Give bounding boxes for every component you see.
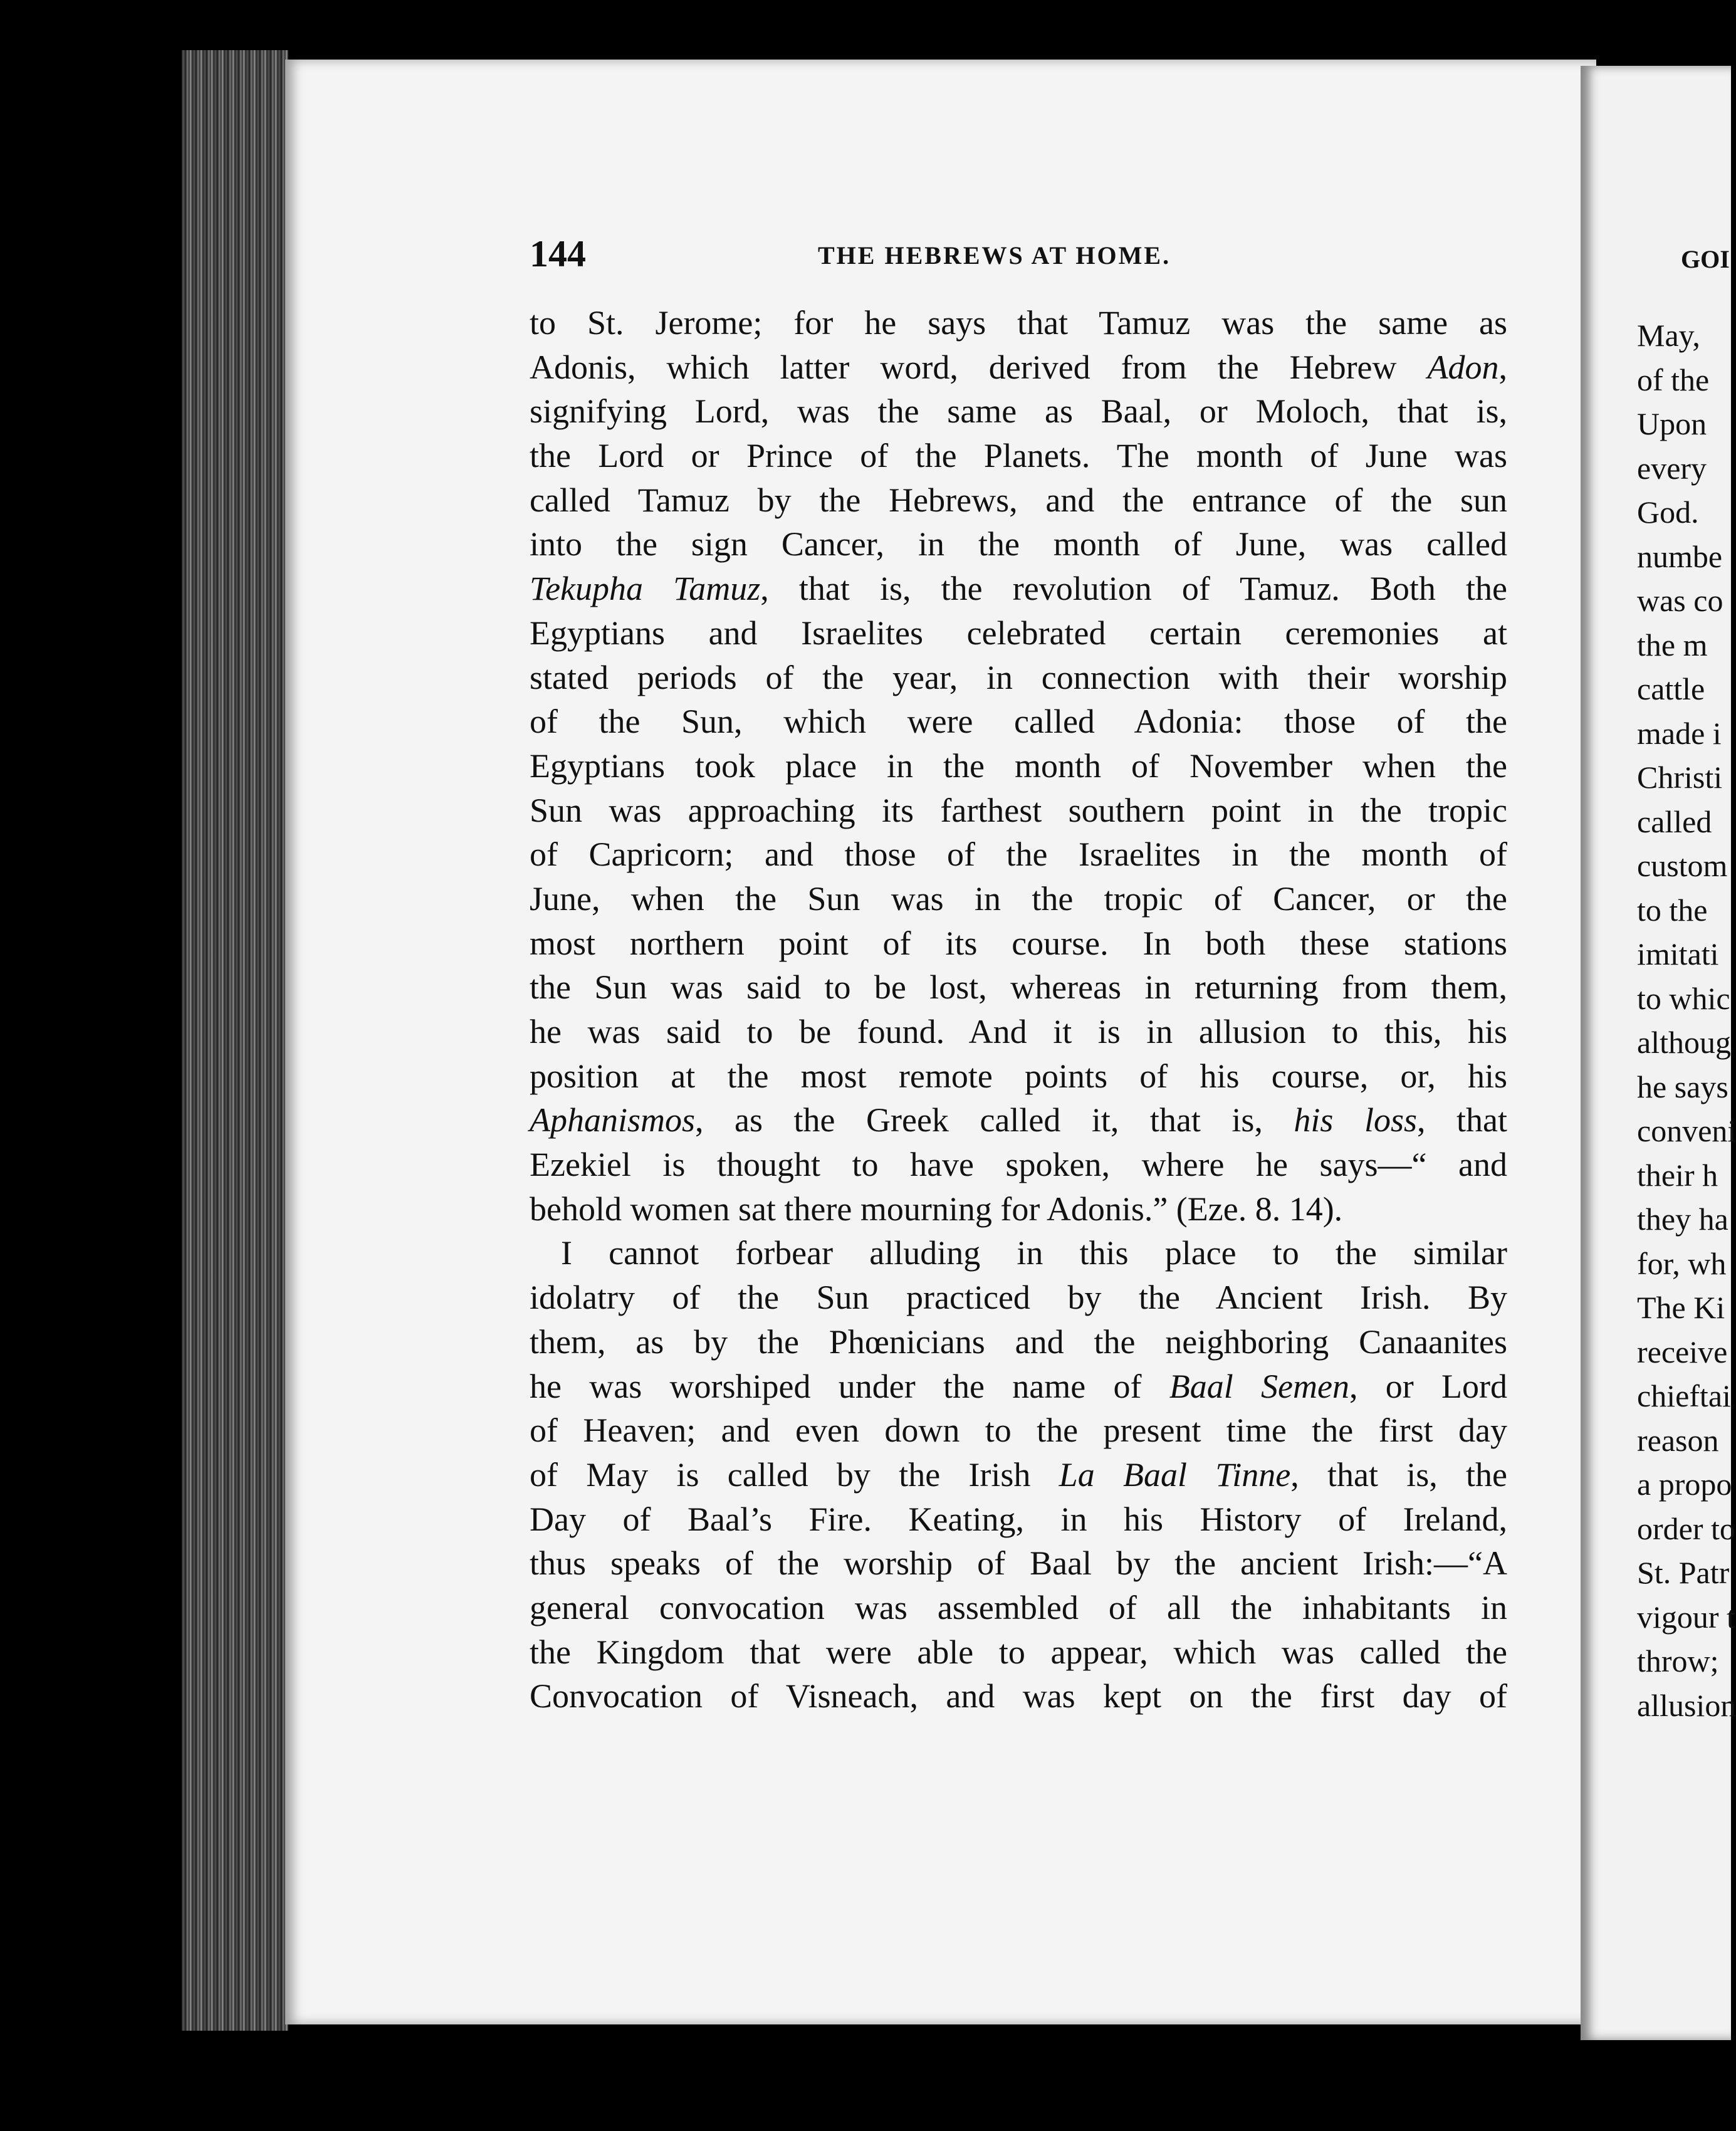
- text-run: general convocation was assembled of all the inhabitants in: [530, 1588, 1507, 1626]
- right-page-text-fragment: [1637, 313, 1736, 1727]
- text-line: [530, 434, 1507, 478]
- text-run: , that: [1417, 1101, 1507, 1139]
- italic-text: La Baal Tinne: [1059, 1455, 1291, 1494]
- text-run: Egyptians and Israelites celebrated certain ceremonies at: [530, 614, 1507, 652]
- text-line: [530, 1408, 1507, 1453]
- text-run: called Tamuz by the Hebrews, and the entrance of the sun: [530, 481, 1507, 519]
- fragment-line: to the: [1637, 892, 1708, 928]
- text-line: [530, 1453, 1507, 1497]
- text-run: of Capricorn; and those of the Israelites in the month of: [530, 835, 1507, 874]
- text-run: signifying Lord, was the same as Baal, or Moloch, that is,: [530, 392, 1507, 431]
- fragment-line: The Ki: [1637, 1290, 1725, 1325]
- text-line: [530, 921, 1507, 966]
- text-line: [530, 877, 1507, 921]
- text-run: of the Sun, which were called Adonia: those of the: [530, 703, 1507, 741]
- text-line: [530, 389, 1507, 434]
- text-run: Day of Baal’s Fire. Keating, in his History of Ireland,: [530, 1500, 1507, 1538]
- text-run: Convocation of Visneach, and was kept on the first day of: [530, 1677, 1507, 1715]
- text-line: [530, 788, 1507, 833]
- text-run: Ezekiel is thought to have spoken, where he says—“ and: [530, 1146, 1507, 1184]
- fragment-line: imitati: [1637, 936, 1719, 971]
- text-run: he was said to be found. And it is in allusion to this, his: [530, 1013, 1507, 1050]
- text-line: [530, 1497, 1507, 1542]
- text-run: ,: [1498, 348, 1507, 386]
- text-run: Adonis, which latter word, derived from the Hebrew: [530, 348, 1428, 386]
- fragment-line: chieftai: [1637, 1378, 1731, 1413]
- text-line: [530, 656, 1507, 700]
- right-page-fragment: [1581, 66, 1736, 2040]
- text-line: [530, 744, 1507, 788]
- fragment-line: of the: [1637, 362, 1710, 397]
- text-run: behold women sat there mourning for Adonis.” (Eze. 8. 14).: [530, 1190, 1343, 1228]
- text-line: [530, 1231, 1507, 1275]
- right-page-header-fragment: GOI: [1681, 245, 1730, 273]
- text-line: [530, 478, 1507, 523]
- text-run: the Kingdom that were able to appear, which was called the: [530, 1633, 1507, 1671]
- body-text: [530, 301, 1507, 1719]
- text-run: , as the Greek called it, that is,: [695, 1101, 1294, 1139]
- page-header: [530, 232, 1507, 276]
- fragment-line: May,: [1637, 318, 1700, 353]
- fragment-line: throw;: [1637, 1643, 1719, 1678]
- fragment-line: made i: [1637, 715, 1722, 751]
- text-run: of May is called by the Irish: [530, 1455, 1059, 1494]
- fragment-line: Christi: [1637, 760, 1723, 795]
- fragment-line: a propo: [1637, 1467, 1732, 1502]
- fragment-line: for, wh: [1637, 1245, 1727, 1281]
- text-run: of Heaven; and even down to the present time the first day: [530, 1411, 1507, 1450]
- fragment-line: St. Patr: [1637, 1555, 1730, 1590]
- italic-text: his loss: [1294, 1101, 1417, 1139]
- text-line: [530, 1630, 1507, 1675]
- running-head: THE HEBREWS AT HOME.: [818, 241, 1171, 270]
- text-run: I cannot forbear alluding in this place to the similar: [561, 1234, 1507, 1272]
- text-line: [530, 699, 1507, 744]
- text-run: stated periods of the year, in connection with their worship: [530, 658, 1507, 696]
- text-run: Sun was approaching its farthest southern point in the tropic: [530, 791, 1507, 829]
- text-line: [530, 1010, 1507, 1054]
- text-run: June, when the Sun was in the tropic of Cancer, or the: [530, 879, 1507, 918]
- fragment-line: Upon: [1637, 406, 1707, 441]
- text-line: [530, 1187, 1507, 1232]
- text-line: [530, 1541, 1507, 1586]
- fragment-line: they ha: [1637, 1202, 1728, 1237]
- text-run: position at the most remote points of his course, or, his: [530, 1057, 1507, 1095]
- text-line: [530, 1143, 1507, 1187]
- text-line: [530, 1364, 1507, 1409]
- fragment-line: God.: [1637, 495, 1699, 530]
- text-run: idolatry of the Sun practiced by the Ancient Irish. By: [530, 1279, 1507, 1317]
- fragment-line: called: [1637, 804, 1712, 839]
- text-run: thus speaks of the worship of Baal by the ancient Irish:—“A: [530, 1544, 1507, 1583]
- text-run: into the sign Cancer, in the month of June, was called: [530, 525, 1507, 563]
- fragment-line: receive: [1637, 1334, 1728, 1369]
- page-number: 144: [530, 233, 586, 275]
- italic-text: Tekupha Tamuz: [530, 570, 761, 608]
- fragment-line: vigour t: [1637, 1599, 1735, 1635]
- text-line: [530, 1054, 1507, 1099]
- text-line: [530, 567, 1507, 611]
- fragment-line: to whic: [1637, 980, 1730, 1016]
- fragment-line: he says: [1637, 1069, 1728, 1104]
- italic-text: Baal Semen: [1169, 1367, 1349, 1405]
- text-line: [530, 965, 1507, 1010]
- fragment-line: allusion: [1637, 1687, 1736, 1723]
- fragment-line: numbe: [1637, 538, 1723, 574]
- text-run: them, as by the Phœnicians and the neighboring Canaanites: [530, 1322, 1507, 1361]
- fragment-line: cattle: [1637, 671, 1705, 706]
- text-line: [530, 1320, 1507, 1364]
- fragment-line: althoug: [1637, 1025, 1731, 1060]
- fragment-line: custom: [1637, 848, 1728, 883]
- text-run: , or Lord: [1349, 1367, 1508, 1405]
- text-run: most northern point of its course. In both these stations: [530, 924, 1507, 962]
- fragment-line: their h: [1637, 1157, 1718, 1193]
- italic-text: Adon: [1427, 348, 1499, 386]
- text-run: the Lord or Prince of the Planets. The month of June was: [530, 437, 1507, 475]
- fragment-line: order to: [1637, 1511, 1735, 1546]
- text-line: [530, 301, 1507, 345]
- text-line: [530, 611, 1507, 656]
- text-run: to St. Jerome; for he says that Tamuz was the same as: [530, 304, 1507, 342]
- text-line: [530, 522, 1507, 567]
- text-run: Egyptians took place in the month of November when the: [530, 746, 1507, 785]
- text-run: he was worshiped under the name of: [530, 1367, 1169, 1405]
- fragment-line: conveni: [1637, 1113, 1736, 1148]
- italic-text: Aphanismos: [530, 1101, 696, 1139]
- text-line: [530, 1098, 1507, 1143]
- text-line: [530, 345, 1507, 390]
- fragment-line: the m: [1637, 627, 1708, 662]
- text-run: , that is, the revolution of Tamuz. Both the: [760, 570, 1507, 608]
- text-run: , that is, the: [1290, 1455, 1507, 1494]
- text-line: [530, 832, 1507, 877]
- fragment-line: reason: [1637, 1422, 1719, 1458]
- text-line: [530, 1674, 1507, 1719]
- text-run: the Sun was said to be lost, whereas in returning from them,: [530, 968, 1507, 1007]
- page-block-edges: [182, 50, 288, 2031]
- text-line: [530, 1586, 1507, 1630]
- text-line: [530, 1275, 1507, 1320]
- fragment-line: every: [1637, 450, 1707, 486]
- fragment-line: was co: [1637, 583, 1723, 618]
